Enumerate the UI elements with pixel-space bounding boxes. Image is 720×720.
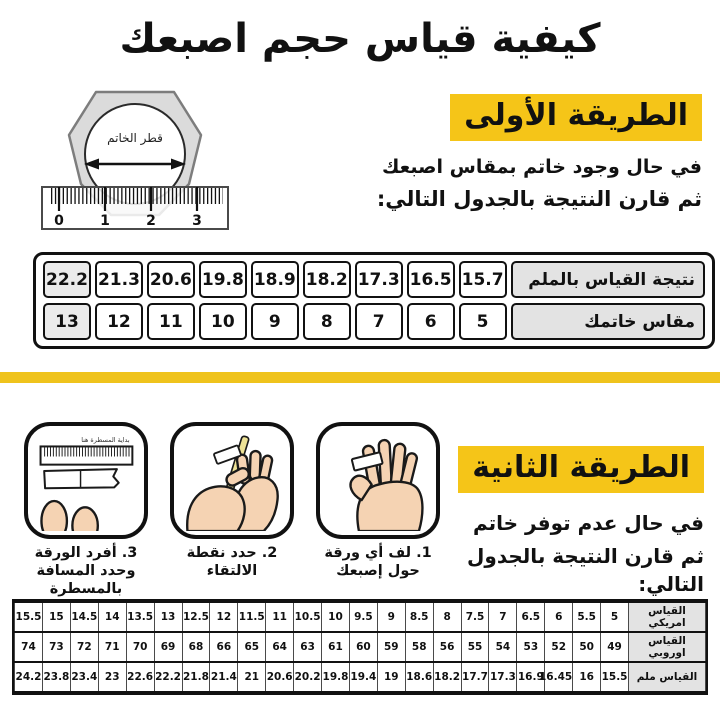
value-cell: 66	[210, 632, 238, 662]
ring-size-table	[33, 252, 715, 349]
value-cell: 17.7	[461, 662, 489, 692]
ruler-number: 1	[100, 213, 110, 229]
ruler	[42, 187, 228, 229]
value-cell: 6	[407, 303, 455, 340]
row-label: القياس ملم	[629, 662, 706, 692]
step1-caption: 1. لف أي ورقة حول إصبعك	[324, 545, 432, 580]
value-cell: 8	[303, 303, 351, 340]
value-cell: 58	[405, 632, 433, 662]
value-cell: 16	[573, 662, 601, 692]
ruler-start-note: بداية المسطرة هنا	[81, 436, 130, 444]
table-row	[43, 303, 705, 340]
value-cell: 22.6	[126, 662, 154, 692]
value-cell: 16.5	[407, 261, 455, 298]
value-cell: 13	[154, 602, 182, 632]
value-cell: 50	[573, 632, 601, 662]
method2-line2: ثم قارن النتيجة بالجدول التالي:	[467, 543, 704, 596]
value-cell: 24.2	[15, 662, 43, 692]
value-cell: 54	[489, 632, 517, 662]
value-cell: 21	[238, 662, 266, 692]
value-cell: 9	[377, 602, 405, 632]
value-cell: 21.4	[210, 662, 238, 692]
section-divider	[0, 372, 720, 383]
value-cell: 5	[459, 303, 507, 340]
value-cell: 23	[98, 662, 126, 692]
value-cell: 16.45	[545, 662, 573, 692]
value-cell: 15.7	[459, 261, 507, 298]
step3-measure-ruler	[20, 422, 152, 598]
ruler-number: 0	[54, 213, 64, 229]
step1-illustration-box	[316, 422, 440, 539]
step3-illustration-box	[24, 422, 148, 539]
value-cell: 11	[147, 303, 195, 340]
value-cell: 13	[43, 303, 91, 340]
method2-line1: في حال عدم توفر خاتم	[472, 510, 704, 535]
value-cell: 10.5	[294, 602, 322, 632]
step1-hand-paper-icon	[326, 431, 430, 531]
value-cell: 10	[322, 602, 350, 632]
method2-steps	[20, 422, 444, 598]
row-label: نتيجة القياس بالملم	[511, 261, 705, 298]
size-conversion-table	[12, 599, 708, 695]
value-cell: 13.5	[126, 602, 154, 632]
value-cell: 22.2	[43, 261, 91, 298]
value-cell: 5	[601, 602, 629, 632]
step2-illustration-box	[170, 422, 294, 539]
value-cell: 9.5	[349, 602, 377, 632]
value-cell: 65	[238, 632, 266, 662]
value-cell: 19.4	[349, 662, 377, 692]
value-cell: 55	[461, 632, 489, 662]
step2-caption: 2. حدد نقطة الالتقاء	[186, 545, 278, 580]
value-cell: 59	[377, 632, 405, 662]
value-cell: 20.6	[147, 261, 195, 298]
value-cell: 7	[489, 602, 517, 632]
value-cell: 19.8	[322, 662, 350, 692]
method1-line1: في حال وجود خاتم بمقاس اصبعك	[381, 155, 702, 178]
row-label: القياس امريكي	[629, 602, 706, 632]
value-cell: 63	[294, 632, 322, 662]
value-cell: 70	[126, 632, 154, 662]
row-label: مقاس خاتمك	[511, 303, 705, 340]
method1-title: الطريقة الأولى	[450, 94, 702, 141]
value-cell: 56	[433, 632, 461, 662]
value-cell: 21.8	[182, 662, 210, 692]
value-cell: 11	[266, 602, 294, 632]
value-cell: 8	[433, 602, 461, 632]
value-cell: 6.5	[517, 602, 545, 632]
ruler-number: 2	[146, 213, 156, 229]
value-cell: 5.5	[573, 602, 601, 632]
ring-diameter-label: قطر الخاتم	[107, 131, 163, 145]
value-cell: 18.9	[251, 261, 299, 298]
value-cell: 22.2	[154, 662, 182, 692]
value-cell: 49	[601, 632, 629, 662]
value-cell: 17.3	[489, 662, 517, 692]
value-cell: 15.5	[15, 602, 43, 632]
method2-title: الطريقة الثانية	[458, 446, 704, 493]
page-title: كيفية قياس حجم اصبعك	[119, 16, 601, 62]
step3-ruler-paper-icon	[34, 431, 138, 531]
value-cell: 20.6	[266, 662, 294, 692]
value-cell: 23.8	[42, 662, 70, 692]
ring-ruler-svg	[30, 88, 240, 236]
table-row	[15, 602, 706, 632]
value-cell: 14	[98, 602, 126, 632]
value-cell: 60	[349, 632, 377, 662]
value-cell: 73	[42, 632, 70, 662]
ring-diameter-illustration	[30, 88, 240, 240]
step2-hands-pen-icon	[180, 431, 284, 531]
value-cell: 68	[182, 632, 210, 662]
value-cell: 71	[98, 632, 126, 662]
row-label: القياس اوروبي	[629, 632, 706, 662]
value-cell: 17.3	[355, 261, 403, 298]
value-cell: 12	[210, 602, 238, 632]
ruler-number: 3	[192, 213, 202, 229]
value-cell: 21.3	[95, 261, 143, 298]
value-cell: 20.2	[294, 662, 322, 692]
value-cell: 8.5	[405, 602, 433, 632]
value-cell: 61	[322, 632, 350, 662]
table-row	[15, 632, 706, 662]
value-cell: 52	[545, 632, 573, 662]
value-cell: 74	[15, 632, 43, 662]
value-cell: 23.4	[70, 662, 98, 692]
value-cell: 14.5	[70, 602, 98, 632]
value-cell: 6	[545, 602, 573, 632]
value-cell: 15.5	[601, 662, 629, 692]
value-cell: 16.9	[517, 662, 545, 692]
value-cell: 19.8	[199, 261, 247, 298]
value-cell: 72	[70, 632, 98, 662]
table-row	[15, 662, 706, 692]
value-cell: 9	[251, 303, 299, 340]
value-cell: 19	[377, 662, 405, 692]
value-cell: 18.6	[405, 662, 433, 692]
value-cell: 18.2	[433, 662, 461, 692]
value-cell: 7.5	[461, 602, 489, 632]
method1-line2: ثم قارن النتيجة بالجدول التالي:	[376, 187, 702, 212]
method1-section	[362, 94, 702, 214]
size-conversion-table-grid	[14, 601, 706, 693]
method2-section	[424, 446, 704, 598]
value-cell: 64	[266, 632, 294, 662]
value-cell: 7	[355, 303, 403, 340]
ring-size-table-grid	[39, 256, 709, 345]
value-cell: 69	[154, 632, 182, 662]
value-cell: 53	[517, 632, 545, 662]
step3-caption: 3. أفرد الورقة وحدد المسافة بالمسطرة	[34, 545, 138, 598]
value-cell: 18.2	[303, 261, 351, 298]
table-row	[43, 261, 705, 298]
step2-mark-point	[166, 422, 298, 598]
value-cell: 12	[95, 303, 143, 340]
value-cell: 12.5	[182, 602, 210, 632]
value-cell: 15	[42, 602, 70, 632]
value-cell: 10	[199, 303, 247, 340]
value-cell: 11.5	[238, 602, 266, 632]
